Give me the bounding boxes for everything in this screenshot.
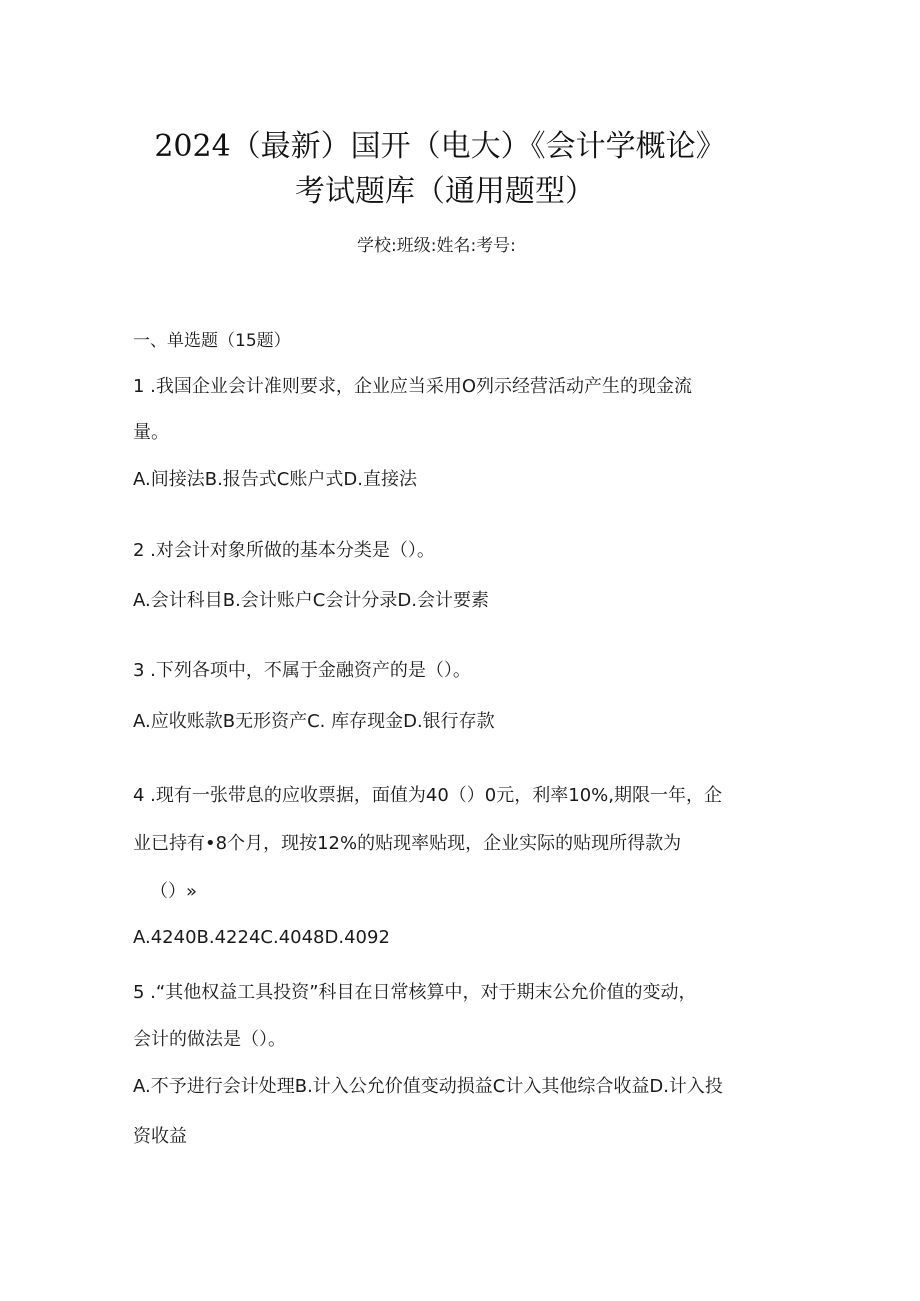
document-title-line-1: 2024（最新）国开（电大）《会计学概论》 xyxy=(154,129,726,164)
question-5-text-cont: 会计的做法是（）。 xyxy=(133,1029,286,1050)
section-heading: 一、单选题（15题） xyxy=(133,331,291,351)
question-1-text-cont: 量。 xyxy=(133,422,169,443)
question-2-options: A.会计科目B.会计账户C会计分录D.会计要素 xyxy=(133,590,489,611)
document-title-line-2: 考试题库（通用题型） xyxy=(295,174,595,209)
question-4-text-end: （）» xyxy=(150,881,198,902)
student-info-line: 学校:班级:姓名:考号: xyxy=(357,236,516,256)
question-4-text-cont: 业已持有•8个月，现按12%的贴现率贴现，企业实际的贴现所得款为 xyxy=(133,833,682,854)
question-4-options: A.4240B.4224C.4048D.4092 xyxy=(133,927,390,948)
question-1-text: 1 .我国企业会计准则要求，企业应当采用O列示经营活动产生的现金流 xyxy=(133,376,693,397)
question-1-options: A.间接法B.报告式C账户式D.直接法 xyxy=(133,469,417,490)
question-5-options-cont: 资收益 xyxy=(133,1126,187,1147)
question-5-options: A.不予进行会计处理B.计入公允价值变动损益C计入其他综合收益D.计入投 xyxy=(133,1076,723,1097)
question-2-text: 2 .对会计对象所做的基本分类是（）。 xyxy=(133,540,435,561)
question-5-text: 5 .“其他权益工具投资”科目在日常核算中，对于期末公允价值的变动， xyxy=(133,982,697,1003)
question-3-options: A.应收账款B无形资产C. 库存现金D.银行存款 xyxy=(133,711,495,732)
question-3-text: 3 .下列各项中，不属于金融资产的是（）。 xyxy=(133,660,471,681)
question-4-text: 4 .现有一张带息的应收票据，面值为40（）0元，利率10%,期限一年，企 xyxy=(133,785,722,806)
